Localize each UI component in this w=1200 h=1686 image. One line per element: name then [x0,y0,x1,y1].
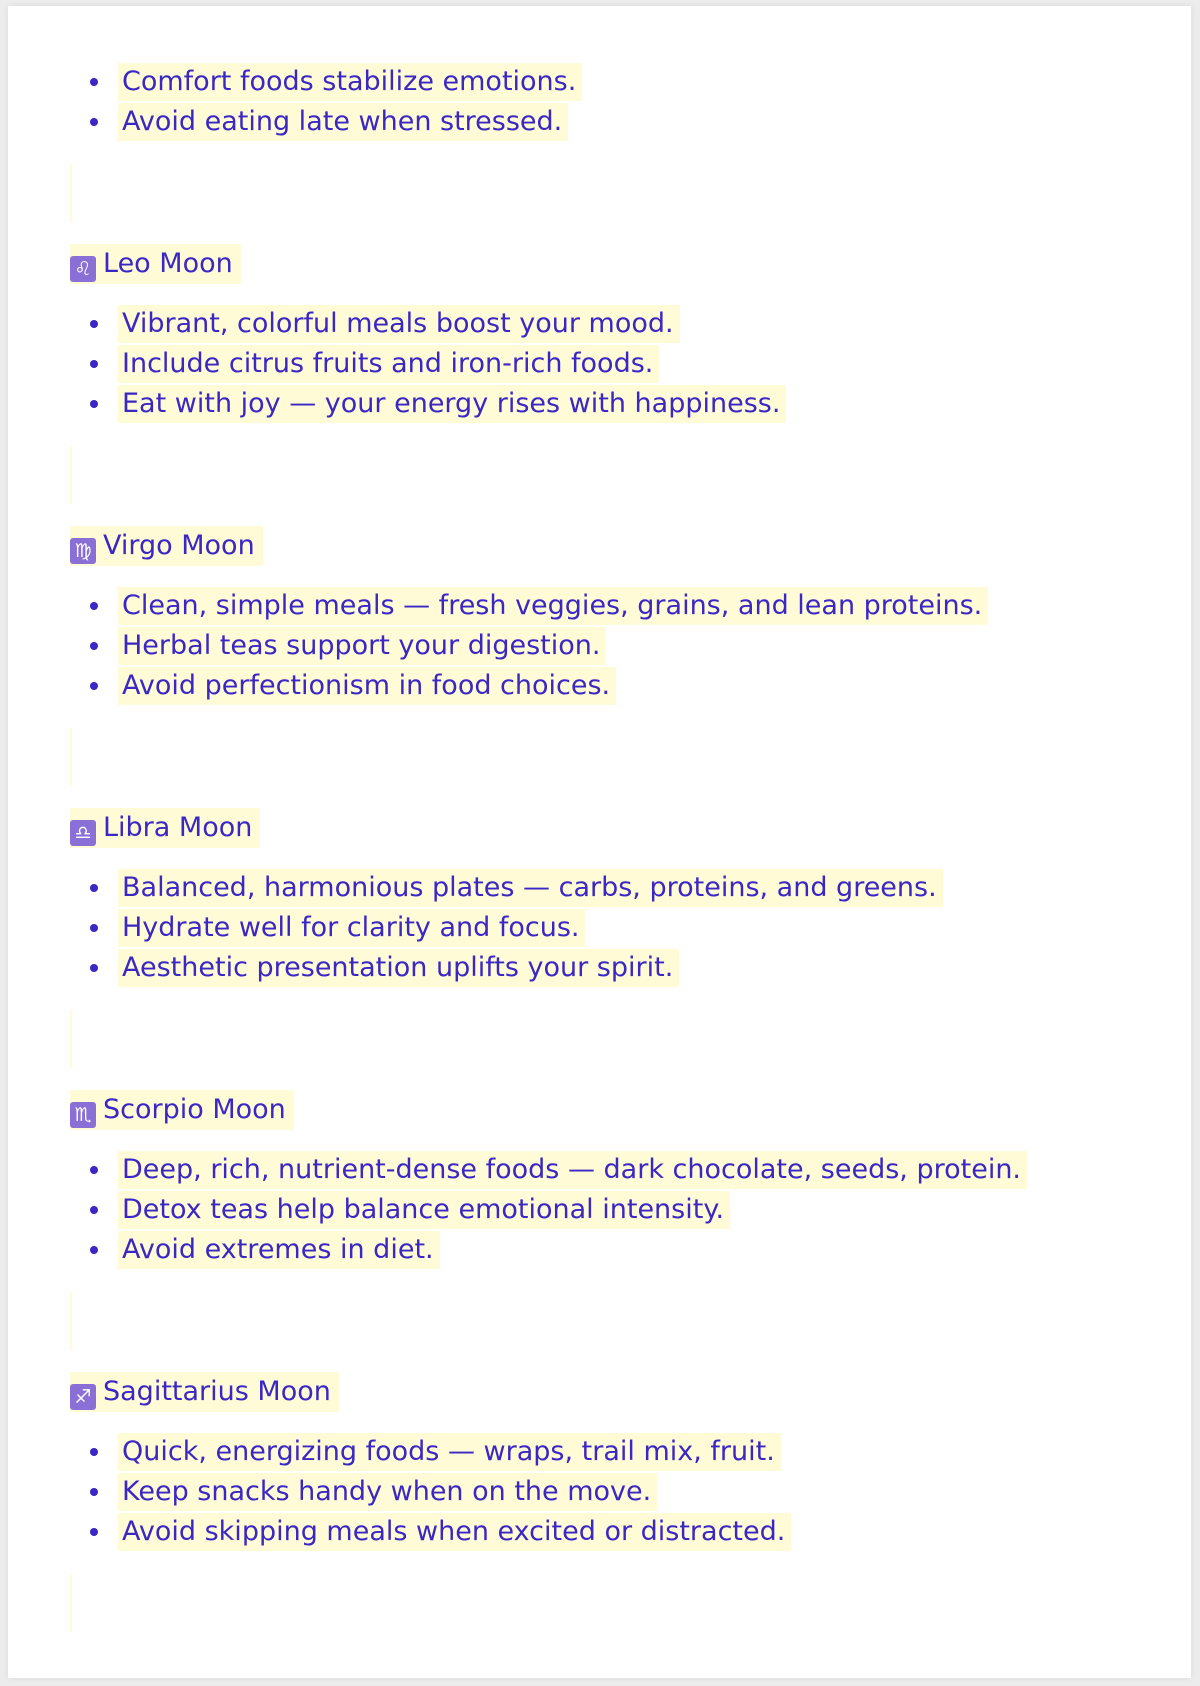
bullet [90,964,98,972]
list-item [70,626,1130,666]
bullet [90,884,98,892]
section-heading-libra [70,808,1130,848]
list-item-text: Avoid extremes in diet. [118,1231,440,1269]
section-spacer [70,988,1130,1090]
list-item-text: Deep, rich, nutrient-dense foods — dark chocolate, seeds, protein. [118,1151,1027,1189]
heading-highlight [70,1372,339,1412]
list-item [70,1432,1130,1472]
list-item [70,304,1130,344]
bullet [90,1206,98,1214]
list-item-text: Eat with joy — your energy rises with happiness. [118,385,786,423]
list-item-text: Aesthetic presentation uplifts your spirit. [118,949,679,987]
spacer-line [70,446,72,504]
list-item [70,62,1130,102]
list-item [70,344,1130,384]
list-item-text: Avoid skipping meals when excited or distracted. [118,1513,791,1551]
section-heading-virgo [70,526,1130,566]
section-spacer [70,1270,1130,1372]
bullet [90,642,98,650]
list-item [70,1472,1130,1512]
spacer-line [70,728,72,786]
list-item [70,102,1130,142]
list-item [70,384,1130,424]
list-item-text: Quick, energizing foods — wraps, trail mix, fruit. [118,1433,781,1471]
scorpio-list [70,1150,1130,1270]
bullet [90,78,98,86]
list-item-text: Comfort foods stabilize emotions. [118,63,582,101]
bullet [90,400,98,408]
list-item-text: Avoid eating late when stressed. [118,103,568,141]
virgo-sign-icon: ♍ [70,538,96,564]
document-page [8,6,1191,1678]
bullet [90,924,98,932]
list-item [70,1190,1130,1230]
bullet [90,1488,98,1496]
bullet [90,1528,98,1536]
leo-sign-icon: ♌ [70,256,96,282]
bullet [90,360,98,368]
virgo-list [70,586,1130,706]
bullet [90,1166,98,1174]
section-spacer [70,706,1130,808]
sagittarius-list [70,1432,1130,1552]
section-spacer [70,424,1130,526]
list-item [70,1230,1130,1270]
section-spacer [70,1552,1130,1654]
intro-list [70,62,1130,142]
bullet [90,1246,98,1254]
list-item-text: Avoid perfectionism in food choices. [118,667,616,705]
list-item [70,1512,1130,1552]
heading-text: Virgo Moon [103,530,255,561]
heading-highlight [70,244,241,284]
bullet [90,1448,98,1456]
section-heading-sagittarius [70,1372,1130,1412]
list-item [70,666,1130,706]
heading-text: Scorpio Moon [103,1094,286,1125]
list-item-text: Vibrant, colorful meals boost your mood. [118,305,680,343]
list-item-text: Include citrus fruits and iron-rich foods. [118,345,659,383]
heading-highlight [70,526,263,566]
libra-sign-icon: ♎ [70,820,96,846]
sagittarius-sign-icon: ♐ [70,1384,96,1410]
spacer-line [70,1010,72,1068]
heading-highlight [70,808,260,848]
list-item-text: Keep snacks handy when on the move. [118,1473,657,1511]
bullet [90,682,98,690]
list-item-text: Detox teas help balance emotional intensity. [118,1191,730,1229]
spacer-line [70,1292,72,1350]
heading-text: Sagittarius Moon [103,1376,331,1407]
list-item [70,1150,1130,1190]
heading-text: Libra Moon [103,812,253,843]
heading-highlight [70,1090,294,1130]
list-item [70,948,1130,988]
section-heading-scorpio [70,1090,1130,1130]
document-content [70,62,1130,1654]
leo-list [70,304,1130,424]
list-item [70,586,1130,626]
list-item-text: Hydrate well for clarity and focus. [118,909,585,947]
section-heading-leo [70,244,1130,284]
bullet [90,602,98,610]
section-spacer [70,142,1130,244]
spacer-line [70,1574,72,1632]
libra-list [70,868,1130,988]
bullet [90,320,98,328]
list-item-text: Balanced, harmonious plates — carbs, proteins, and greens. [118,869,943,907]
list-item [70,908,1130,948]
bullet [90,118,98,126]
list-item [70,868,1130,908]
scorpio-sign-icon: ♏ [70,1102,96,1128]
heading-text: Leo Moon [103,248,233,279]
spacer-line [70,164,72,222]
list-item-text: Herbal teas support your digestion. [118,627,606,665]
list-item-text: Clean, simple meals — fresh veggies, grains, and lean proteins. [118,587,988,625]
